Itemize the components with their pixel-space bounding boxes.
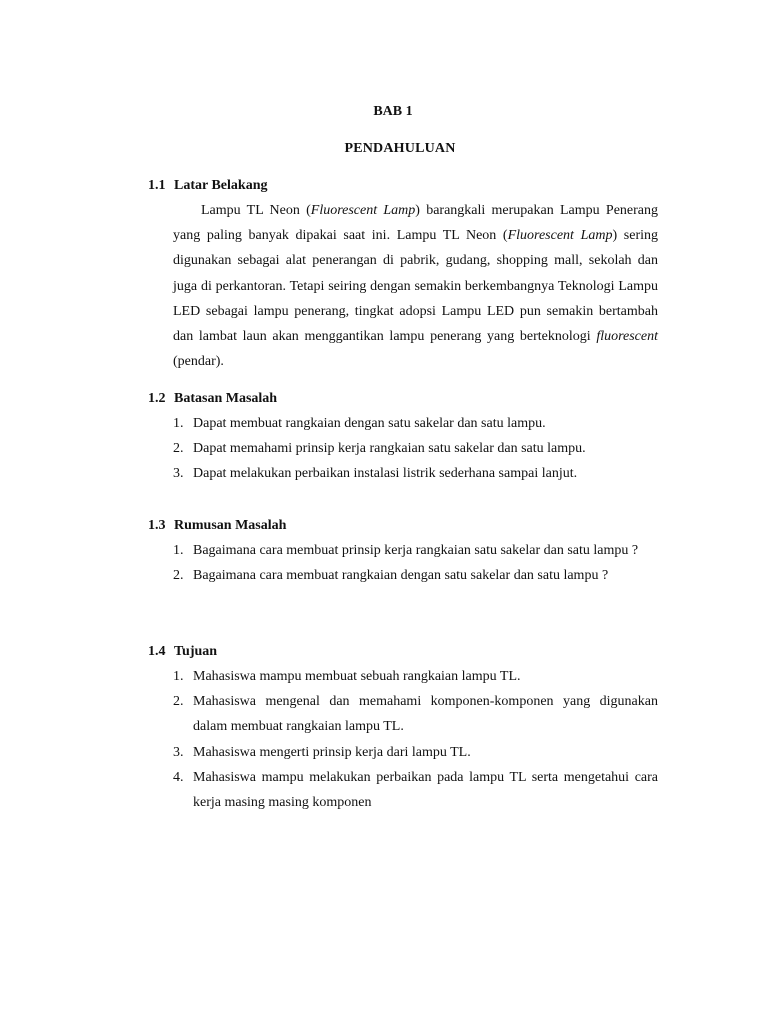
list-item-number: 2. — [173, 441, 184, 457]
section-heading-batasan-masalah — [148, 391, 277, 407]
section-number: 1.3 — [148, 518, 166, 533]
list-item — [173, 538, 658, 563]
list-item-text: Mahasiswa mengerti prinsip kerja dari lampu TL. — [193, 744, 471, 760]
paragraph-italic-term: Fluorescent Lamp — [507, 228, 613, 244]
background-paragraph — [173, 198, 658, 374]
list-item — [173, 740, 658, 765]
paragraph-italic-term: fluorescent — [596, 329, 658, 345]
list-item-text: Dapat melakukan perbaikan instalasi listrik sederhana sampai lanjut. — [193, 466, 578, 482]
list-item — [173, 411, 658, 436]
section-title: Tujuan — [174, 644, 218, 659]
list-item-text: Dapat membuat rangkaian dengan satu sakelar dan satu lampu. — [193, 416, 546, 431]
list-item-text: Mahasiswa mampu membuat sebuah rangkaian lampu TL. — [193, 669, 521, 684]
list-item-number: 2. — [173, 694, 184, 710]
chapter-number: BAB 1 — [373, 104, 413, 119]
section-number: 1.4 — [148, 644, 166, 659]
list-item-text: Mahasiswa mampu melakukan perbaikan pada lampu TL serta mengetahui cara kerja masing masing komponen — [193, 769, 658, 811]
paragraph-italic-term: Fluorescent Lamp — [310, 203, 416, 218]
list-item-number: 1. — [173, 416, 184, 431]
list-item-text: Bagaimana cara membuat rangkaian dengan satu sakelar dan satu lampu ? — [193, 568, 609, 584]
section-heading-tujuan — [148, 644, 217, 660]
list-item-text: Dapat memahami prinsip kerja rangkaian satu sakelar dan satu lampu. — [193, 441, 586, 457]
list-item — [173, 689, 658, 739]
section-heading-latar-belakang — [148, 178, 267, 194]
list-item — [173, 765, 658, 815]
section-number: 1.1 — [148, 178, 166, 193]
list-item-number: 3. — [173, 744, 184, 760]
list-item — [173, 563, 658, 588]
list-item-number: 3. — [173, 466, 184, 482]
list-item-number: 1. — [173, 669, 184, 684]
chapter-title: PENDAHULUAN — [344, 141, 456, 156]
list-item-number: 1. — [173, 543, 184, 558]
objectives-list — [173, 664, 658, 815]
section-heading-rumusan-masalah — [148, 518, 286, 534]
paragraph-text: ) sering digunakan sebagai alat penerangan di pabrik, gudang, shopping mall, sekolah dan juga di perkantoran. Tetapi seiring dengan semakin berkembangnya Teknologi Lampu LED sebagai lampu penerang, tingkat adopsi Lampu LED pun semakin bertambah dan lambat laun akan menggantikan lampu penerang yang berteknologi — [173, 228, 658, 345]
section-number: 1.2 — [148, 391, 166, 406]
section-title: Batasan Masalah — [174, 391, 278, 406]
list-item-number: 2. — [173, 568, 184, 584]
section-title: Latar Belakang — [174, 178, 268, 193]
list-item-number: 4. — [173, 769, 184, 785]
problem-formulation-list — [173, 538, 658, 588]
list-item-text: Mahasiswa mengenal dan memahami komponen-komponen yang digunakan dalam membuat rangkaian lampu TL. — [193, 694, 658, 735]
list-item — [173, 436, 658, 461]
limitations-list — [173, 411, 658, 487]
paragraph-text: Lampu TL Neon ( — [201, 203, 311, 218]
list-item-text: Bagaimana cara membuat prinsip kerja rangkaian satu sakelar dan satu lampu ? — [193, 543, 639, 558]
list-item — [173, 461, 658, 486]
paragraph-text: (pendar). — [173, 354, 224, 370]
list-item — [173, 664, 658, 689]
section-title: Rumusan Masalah — [174, 518, 287, 533]
paragraph-text: ) barangkali merupakan Lampu Penerang yang paling banyak dipakai saat ini. Lampu TL Neon ( — [173, 203, 659, 244]
